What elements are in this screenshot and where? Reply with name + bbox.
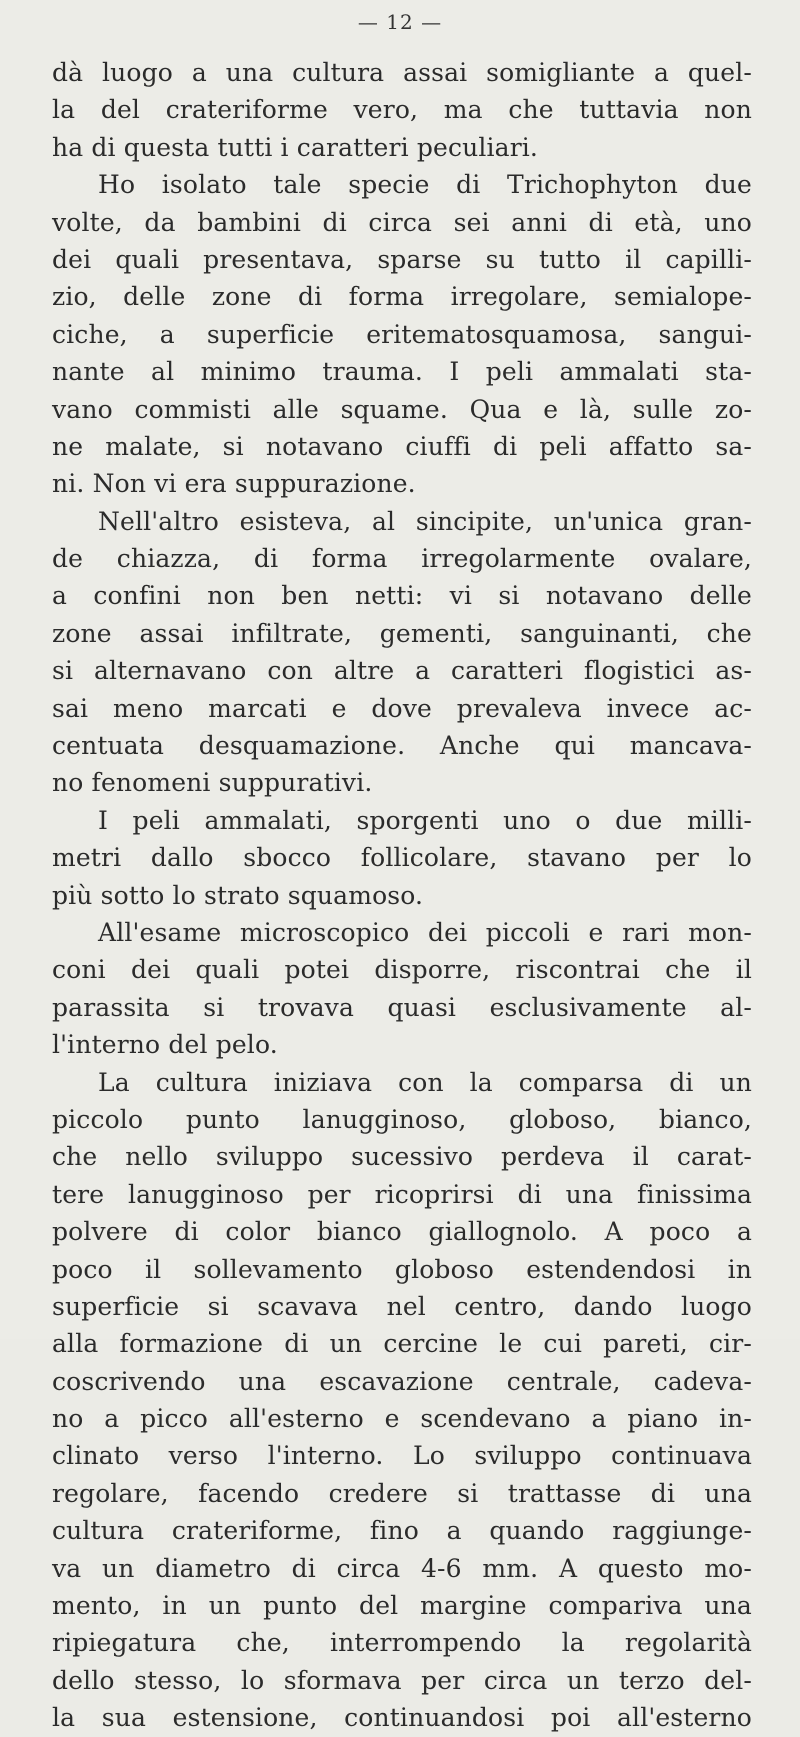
text-line: coni dei quali potei disporre, riscontrai che il <box>52 955 752 985</box>
text-line: che nello sviluppo sucessivo perdeva il carat- <box>52 1142 752 1172</box>
text-line: no a picco all'esterno e scendevano a piano in- <box>52 1404 752 1434</box>
text-line: coscrivendo una escavazione centrale, cadeva- <box>52 1366 752 1396</box>
text-line: ne malate, si notavano ciuffi di peli affatto sa- <box>52 431 752 461</box>
text-line: dello stesso, lo sformava per circa un terzo del- <box>52 1665 752 1695</box>
text-line: La cultura iniziava con la comparsa di un <box>98 1067 752 1097</box>
text-line: nante al minimo trauma. I peli ammalati sta- <box>52 357 752 387</box>
text-line: I peli ammalati, sporgenti uno o due milli- <box>98 805 752 835</box>
page-number: — 12 — <box>357 10 443 34</box>
text-line: più sotto lo strato squamoso. <box>52 880 424 910</box>
text-line: de chiazza, di forma irregolarmente ovalare, <box>52 544 752 574</box>
text-line: alla formazione di un cercine le cui pareti, cir- <box>52 1329 752 1359</box>
text-line: poco il sollevamento globoso estendendosi in <box>52 1254 752 1284</box>
text-line: zio, delle zone di forma irregolare, semialope- <box>52 282 752 312</box>
text-line: ha di questa tutti i caratteri peculiari. <box>52 132 539 162</box>
text-line: ni. Non vi era suppurazione. <box>52 469 416 499</box>
text-line: dei quali presentava, sparse su tutto il capilli- <box>52 244 752 274</box>
text-line: centuata desquamazione. Anche qui mancava- <box>52 731 752 761</box>
text-line: dà luogo a una cultura assai somigliante a quel- <box>52 58 752 87</box>
text-line: polvere di color bianco giallognolo. A poco a <box>52 1217 752 1247</box>
text-line: si alternavano con altre a caratteri flogistici as- <box>52 656 752 686</box>
text-line: a confini non ben netti: vi si notavano delle <box>52 581 752 611</box>
text-line: piccolo punto lanugginoso, globoso, bianco, <box>52 1104 752 1134</box>
text-line: regolare, facendo credere si trattasse di una <box>52 1478 752 1508</box>
text-line: la sua estensione, continuandosi poi all'esterno <box>52 1703 752 1733</box>
text-line: va un diametro di circa 4-6 mm. A questo mo- <box>52 1553 752 1583</box>
text-line: volte, da bambini di circa sei anni di età, uno <box>52 207 752 237</box>
text-line: no fenomeni suppurativi. <box>52 768 373 798</box>
text-line: superficie si scavava nel centro, dando luogo <box>52 1291 752 1321</box>
text-line: Nell'altro esisteva, al sincipite, un'unica gran- <box>98 506 752 536</box>
text-line: clinato verso l'interno. Lo sviluppo continuava <box>52 1441 752 1471</box>
text-line: Ho isolato tale specie di Trichophyton due <box>98 170 752 200</box>
text-line: metri dallo sbocco follicolare, stavano per lo <box>52 843 752 873</box>
text-line: cultura crateriforme, fino a quando raggiunge- <box>52 1516 752 1546</box>
text-line: ciche, a superficie eritematosquamosa, sangui- <box>52 319 752 349</box>
text-line: l'interno del pelo. <box>52 1030 278 1060</box>
text-line: zone assai infiltrate, gementi, sanguinanti, che <box>52 618 752 648</box>
text-line: mento, in un punto del margine compariva una <box>52 1591 752 1621</box>
text-line: All'esame microscopico dei piccoli e rari mon- <box>98 917 752 947</box>
body-text <box>52 54 752 1737</box>
text-line: ripiegatura che, interrompendo la regolarità <box>52 1628 752 1658</box>
text-line: la del crateriforme vero, ma che tuttavia non <box>52 95 752 125</box>
text-line: tere lanugginoso per ricoprirsi di una finissima <box>52 1179 752 1209</box>
text-line: parassita si trovava quasi esclusivamente al- <box>52 992 752 1022</box>
text-line: vano commisti alle squame. Qua e là, sulle zo- <box>52 394 752 424</box>
text-line: sai meno marcati e dove prevaleva invece ac- <box>52 693 752 723</box>
